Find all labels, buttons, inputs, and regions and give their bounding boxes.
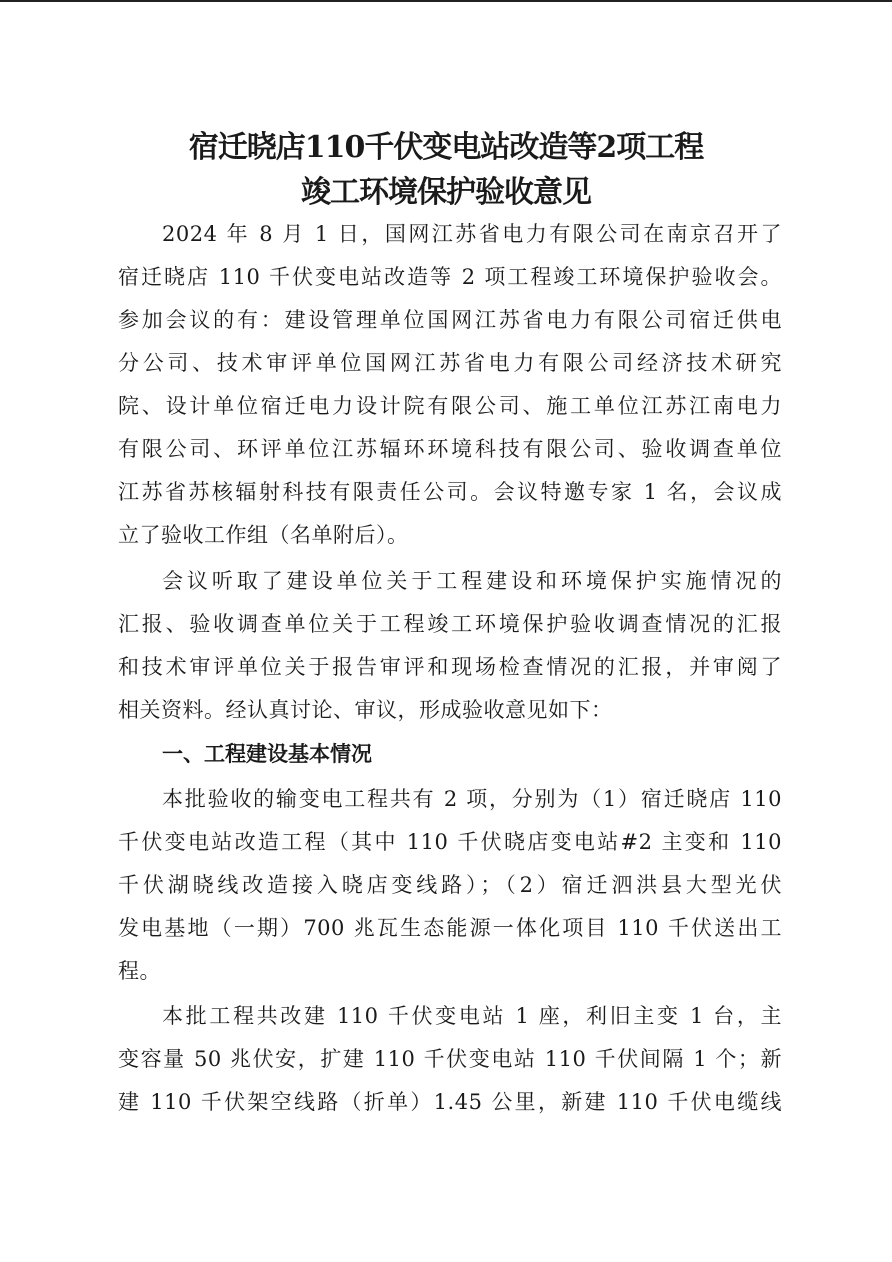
paragraph-line: 千伏变电站改造工程（其中 110 千伏晓店变电站#2 主变和 110 (118, 830, 782, 854)
paragraph-line: 千伏湖晓线改造接入晓店变线路）；（2）宿迁泗洪县大型光伏 (118, 873, 782, 897)
paragraph-line: 变容量 50 兆伏安，扩建 110 千伏变电站 110 千伏间隔 1 个；新 (118, 1047, 782, 1071)
paragraph-line: 发电基地（一期）700 兆瓦生态能源一体化项目 110 千伏送出工 (118, 916, 782, 940)
section-heading: 一、工程建设基本情况 (162, 742, 372, 766)
paragraph-line: 立了验收工作组（名单附后）。 (118, 523, 409, 547)
paragraph-line: 参加会议的有：建设管理单位国网江苏省电力有限公司宿迁供电 (118, 308, 782, 332)
paragraph-line: 会议听取了建设单位关于工程建设和环境保护实施情况的 (162, 569, 782, 593)
document-title-line-1: 宿迁晓店110千伏变电站改造等2项工程 (188, 130, 704, 165)
paragraph-line: 建 110 千伏架空线路（折单）1.45 公里，新建 110 千伏电缆线 (118, 1090, 782, 1114)
paragraph-line: 汇报、验收调查单位关于工程竣工环境保护验收调查情况的汇报 (118, 612, 782, 636)
paragraph-line: 本批验收的输变电工程共有 2 项，分别为（1）宿迁晓店 110 (162, 787, 782, 811)
paragraph-line: 本批工程共改建 110 千伏变电站 1 座，利旧主变 1 台，主 (162, 1004, 782, 1028)
paragraph-line: 分公司、技术审评单位国网江苏省电力有限公司经济技术研究 (118, 351, 782, 375)
paragraph-line: 2024 年 8 月 1 日，国网江苏省电力有限公司在南京召开了 (162, 222, 782, 246)
paragraph-line: 江苏省苏核辐射科技有限责任公司。会议特邀专家 1 名，会议成 (118, 480, 782, 504)
document-title-line-2: 竣工环境保护验收意见 (301, 175, 591, 210)
paragraph-line: 有限公司、环评单位江苏辐环环境科技有限公司、验收调查单位 (118, 437, 782, 461)
paragraph-line: 宿迁晓店 110 千伏变电站改造等 2 项工程竣工环境保护验收会。 (118, 265, 782, 289)
page-top-border (0, 0, 892, 2)
paragraph-line: 程。 (118, 959, 161, 983)
paragraph-line: 院、设计单位宿迁电力设计院有限公司、施工单位江苏江南电力 (118, 394, 782, 418)
paragraph-line: 和技术审评单位关于报告审评和现场检查情况的汇报，并审阅了 (118, 655, 782, 679)
paragraph-line: 相关资料。经认真讨论、审议，形成验收意见如下： (118, 698, 613, 722)
